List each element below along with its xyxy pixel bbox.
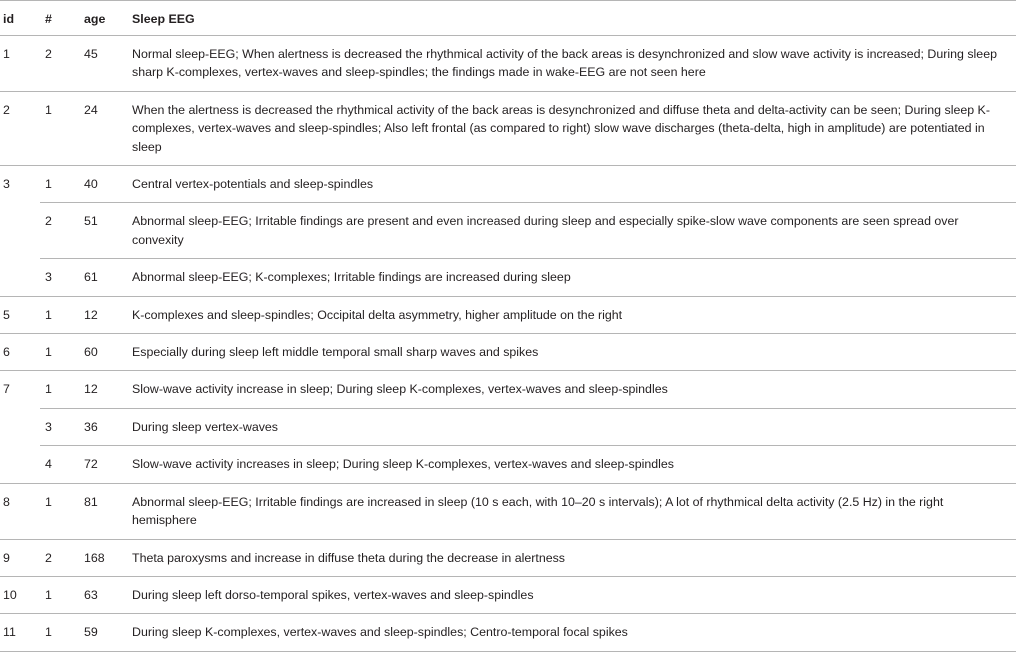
cell-id [0,259,40,296]
cell-num: 1 [40,296,81,333]
cell-sleep-eeg: Abnormal sleep-EEG; Irritable findings are increased in sleep (10 s each, with 10–20 s intervals); A lot of rhythmical delta activity (2.5 Hz) in the right hemisphere [132,483,1016,539]
cell-num: 2 [40,203,81,259]
cell-age: 81 [81,483,132,539]
cell-id [0,408,40,445]
cell-num: 1 [40,166,81,203]
table-row [0,483,1016,539]
cell-sleep-eeg: Slow-wave activity increases in sleep; During sleep K-complexes, vertex-waves and sleep-spindles [132,446,1016,483]
cell-id: 9 [0,539,40,576]
cell-age: 63 [81,576,132,613]
cell-id [0,203,40,259]
cell-num: 3 [40,408,81,445]
cell-sleep-eeg: Especially during sleep left middle temporal small sharp waves and spikes [132,334,1016,371]
header-row [0,1,1016,36]
cell-id: 7 [0,371,40,408]
cell-sleep-eeg: Slow-wave activity increase in sleep; During sleep K-complexes, vertex-waves and sleep-spindles [132,371,1016,408]
cell-sleep-eeg: Abnormal sleep-EEG; K-complexes; Irritable findings are increased during sleep [132,259,1016,296]
cell-age: 12 [81,371,132,408]
cell-sleep-eeg: Central vertex-potentials and sleep-spindles [132,166,1016,203]
cell-id: 5 [0,296,40,333]
cell-sleep-eeg: When the alertness is decreased the rhythmical activity of the back areas is desynchronized and diffuse theta and delta-activity can be seen; During sleep K-complexes, vertex-waves and sleep-spindles; Also left frontal (as compared to right) slow wave discharges (theta-delta, high in amplitude) are potentiated in sleep [132,91,1016,165]
cell-age: 40 [81,166,132,203]
cell-age: 168 [81,539,132,576]
table-row [0,614,1016,651]
cell-age: 24 [81,91,132,165]
table-row [0,166,1016,203]
cell-id: 10 [0,576,40,613]
cell-age: 72 [81,446,132,483]
header-age: age [84,12,106,26]
cell-id: 6 [0,334,40,371]
cell-id: 2 [0,91,40,165]
table-row [0,446,1016,483]
table-row [0,408,1016,445]
cell-num: 2 [40,36,81,92]
cell-num: 1 [40,614,81,651]
cell-sleep-eeg: K-complexes and sleep-spindles; Occipital delta asymmetry, higher amplitude on the right [132,296,1016,333]
cell-sleep-eeg: Normal sleep-EEG; When alertness is decreased the rhythmical activity of the back areas is desynchronized and slow wave activity is increased; During sleep sharp K-complexes, vertex-waves and sleep-spindles; the findings made in wake-EEG are not seen here [132,36,1016,92]
cell-num: 2 [40,539,81,576]
cell-age: 12 [81,296,132,333]
cell-age: 45 [81,36,132,92]
table-row [0,576,1016,613]
table-row [0,539,1016,576]
cell-age: 60 [81,334,132,371]
header-sleep-eeg: Sleep EEG [132,12,195,26]
table-row [0,91,1016,165]
cell-num: 1 [40,334,81,371]
table-row [0,296,1016,333]
cell-num: 1 [40,371,81,408]
table-row [0,371,1016,408]
cell-id: 11 [0,614,40,651]
header-num: # [45,12,52,26]
cell-id: 3 [0,166,40,203]
table-row [0,203,1016,259]
cell-num: 1 [40,91,81,165]
cell-age: 51 [81,203,132,259]
cell-num: 3 [40,259,81,296]
cell-sleep-eeg: Theta paroxysms and increase in diffuse theta during the decrease in alertness [132,539,1016,576]
cell-id [0,446,40,483]
cell-sleep-eeg: During sleep K-complexes, vertex-waves and sleep-spindles; Centro-temporal focal spikes [132,614,1016,651]
cell-sleep-eeg: Abnormal sleep-EEG; Irritable findings are present and even increased during sleep and especially spike-slow wave components are seen spread over convexity [132,203,1016,259]
cell-age: 36 [81,408,132,445]
cell-num: 1 [40,576,81,613]
cell-age: 59 [81,614,132,651]
cell-num: 1 [40,483,81,539]
header-id: id [3,12,15,26]
cell-id: 1 [0,36,40,92]
table-row [0,36,1016,92]
cell-age: 61 [81,259,132,296]
table-row [0,259,1016,296]
cell-num: 4 [40,446,81,483]
table-row [0,334,1016,371]
cell-id: 8 [0,483,40,539]
cell-sleep-eeg: During sleep vertex-waves [132,408,1016,445]
cell-sleep-eeg: During sleep left dorso-temporal spikes, vertex-waves and sleep-spindles [132,576,1016,613]
